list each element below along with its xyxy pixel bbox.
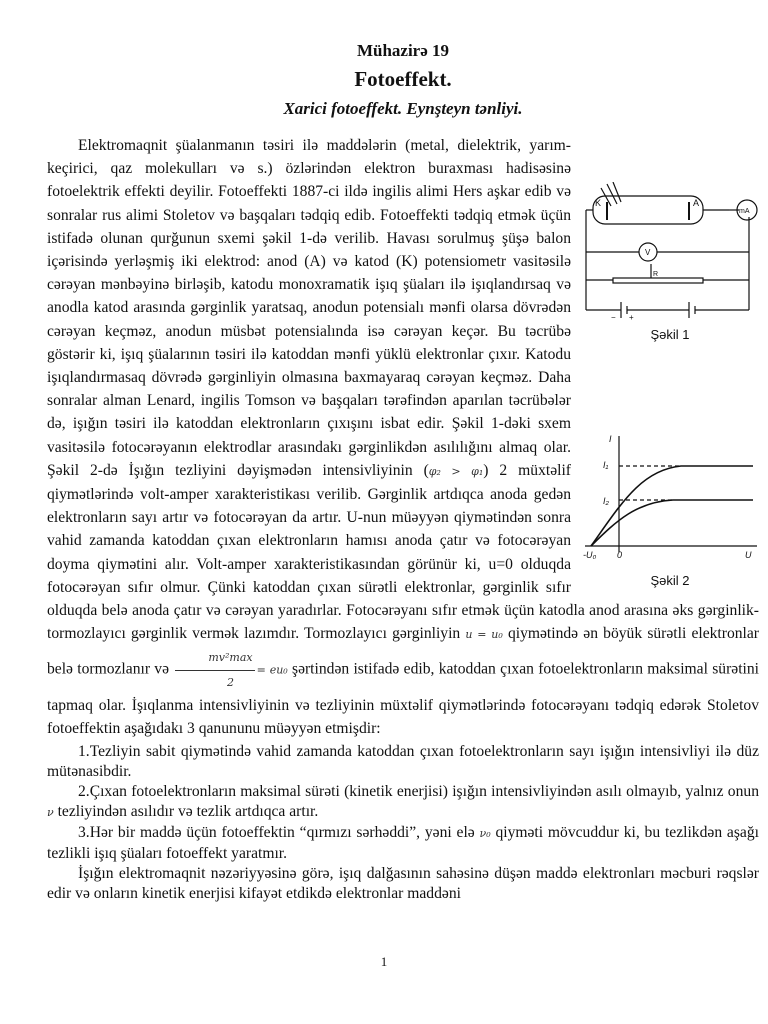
u0-label: -U₀ <box>583 550 597 560</box>
circuit-diagram <box>581 182 759 322</box>
u0-formula: u = u₀ <box>465 628 503 642</box>
kinetic-energy-fraction: $\frac{\text{mv²max}}{2}$ <box>175 646 254 693</box>
plus-label: + <box>629 313 634 322</box>
i2-label: I₂ <box>603 496 609 506</box>
figure-1-caption: Şəkil 1 <box>650 327 690 342</box>
cathode-label: K <box>595 198 602 208</box>
curve-i2 <box>591 500 753 546</box>
zero-label: 0 <box>617 550 623 560</box>
potentiometer <box>613 278 703 283</box>
main-paragraph <box>47 134 759 740</box>
u-axis-label: U <box>745 550 752 560</box>
laws-list <box>47 742 759 904</box>
phi-formula: φ₂ > φ₁ <box>428 464 484 478</box>
volt-ampere-graph <box>581 434 759 568</box>
lecture-number: Mühazirə 19 <box>356 41 450 60</box>
paragraph-1-text-c: qiymətində ən böyük sürətli elektronlar belə tormozlanır və <box>47 625 760 678</box>
page-content <box>47 40 759 904</box>
paragraph-1-text-d: şərtindən istifadə edib, katoddan çıxan fotoelektronların maksimal sürətini tapmaq olar. İşıqlanma intensivliyinin və tezliyinin müxtəlif qiymətlərində fotocərəyanı tədqiq edərək Stoletov fotoeffektin aşağıdakı 3 qanununu müəyyən etmişdir: <box>47 660 759 738</box>
r-label: R <box>653 271 659 278</box>
law-2: 2.Çıxan fotoelektronların maksimal sürəti (kinetik enerjisi) işığın intensivliyindən asılı olmayıb, yalnız onun ν tezliyindən asılıdır və tezlik artdıqca artır. <box>47 783 759 821</box>
i-axis-label: I <box>609 434 612 444</box>
i1-label: I₁ <box>603 460 609 470</box>
nu0-symbol: ν₀ <box>479 827 491 841</box>
law-3: 3.Hər bir maddə üçün fotoeffektin “qırmızı sərhəddi”, yəni elə ν₀ qiyməti mövcuddur ki, bu tezlikdən aşağı tezlikli işıq şüaları fotoeffekt yaratmır. <box>47 824 759 863</box>
figure-1 <box>581 182 759 344</box>
ma-label: mA <box>739 208 750 215</box>
v-label: V <box>645 248 651 257</box>
curve-i1 <box>591 466 753 546</box>
page-subtitle: Xarici fotoeffekt. Eynşteyn tənliyi. <box>283 99 523 118</box>
minus-label: − <box>611 313 616 322</box>
figure-2-caption: Şəkil 2 <box>650 573 690 588</box>
page-title: Fotoeffekt. <box>354 67 452 91</box>
law-1: 1.Tezliyin sabit qiymətində vahid zamanda katoddan çıxan fotoelektronların sayı işığın intensivliyi ilə düz mütənasibdir. <box>47 743 759 781</box>
vacuum-tube <box>593 196 703 224</box>
paragraph-1-text: Elektromaqnit şüalanmanın təsiri ilə maddələrin (metal, dielektrik, yarım-keçirici, qaz molekulları və s.) özlərindən elektron buraxması hadisəsinə fotoelektrik effekti deyilir. Fotoeffekti 1887-ci ildə ingilis alimi Hers aşkar edib və sonralar rus alimi Stoletov və başqaları tədqiq edib. Fotoeffekti tədqiq etmək üçün istifadə olunan qurğunun sxemi şəkil 1-də verilib. Havası sorulmuş şüşə balon içərisində yerləşmiş iki elektrod: anod (A) və katod (K) potensiometr vasitəsilə cərəyan mənbəyinə birləşib, katodu monoxramatik işıq şüaları ilə işıqlandırsaq və anodla katod arasında gərginlik yaratsaq, anodun potensialı mənfi olarsa dövrədən cərəyan keçməz, anodun müsbət potensialında isə cərəyan keçər. Bu təcrübə göstərir ki, işıq şüalarının təsiri ilə katoddan mənfi yüklü elektronlar çıxır. Katodu işıqlandırmasaq dövrədə gərginliyin olmasına baxmayaraq cərəyan keçməz. Daha sonralar alman Lenard, ingilis Tomson və başqaları tərəfindən aparılan təcrübələr də, işığın təsiri ilə katoddan elektronların çıxışını isbat edir. Şəkil 1-dəki sxem vasitəsilə fotocərəyanın elektrodlar arasındakı gərginlikdən asılılığını almaq olar. Şəkil 2-də İşığın tezliyini dəyişmədən intensivliyinin ( <box>47 137 571 479</box>
anode-label: A <box>693 198 700 208</box>
figure-2 <box>581 434 759 590</box>
paragraph-1-text-b: ) 2 müxtəlif qiymətlərində volt-amper xarakteristikası verilib. Gərginlik artdıqca anoda gedən elektronların sayı artır və fotocərəyan da artır. U-nun müəyyən qiymətindən sonra vahid zamanda katoddan çıxan elektronların hamısı anoda çatır və fotocərəyan doyma qiymətini alır. Volt-amper xarakteristikasından görünür ki, u=0 olduqda fotocərəyan sıfır olmur. Çünki katoddan çıxan sürətli elektronlar, gərginlik sıfır olduqda belə anoda çatır və cərəyan yaradırlar. Fotocərəyanı sıfır etmək üçün katodla anod arasına əks gərginlik-tormozlayıcı gərginlik vermək lazımdır. Tormozlayıcı gərginliyin <box>47 461 759 643</box>
page-number: 1 <box>380 954 388 969</box>
eu0-formula: = eu₀ <box>256 663 288 677</box>
paragraph-last: İşığın elektromaqnit nəzəriyyəsinə görə, işıq dalğasının sahəsinə düşən maddə elektronları məcburi rəqslər edir və onların kinetik enerjisi kifayət etdikdə elektronlar maddəni <box>47 865 759 903</box>
nu-symbol: ν <box>47 806 54 820</box>
